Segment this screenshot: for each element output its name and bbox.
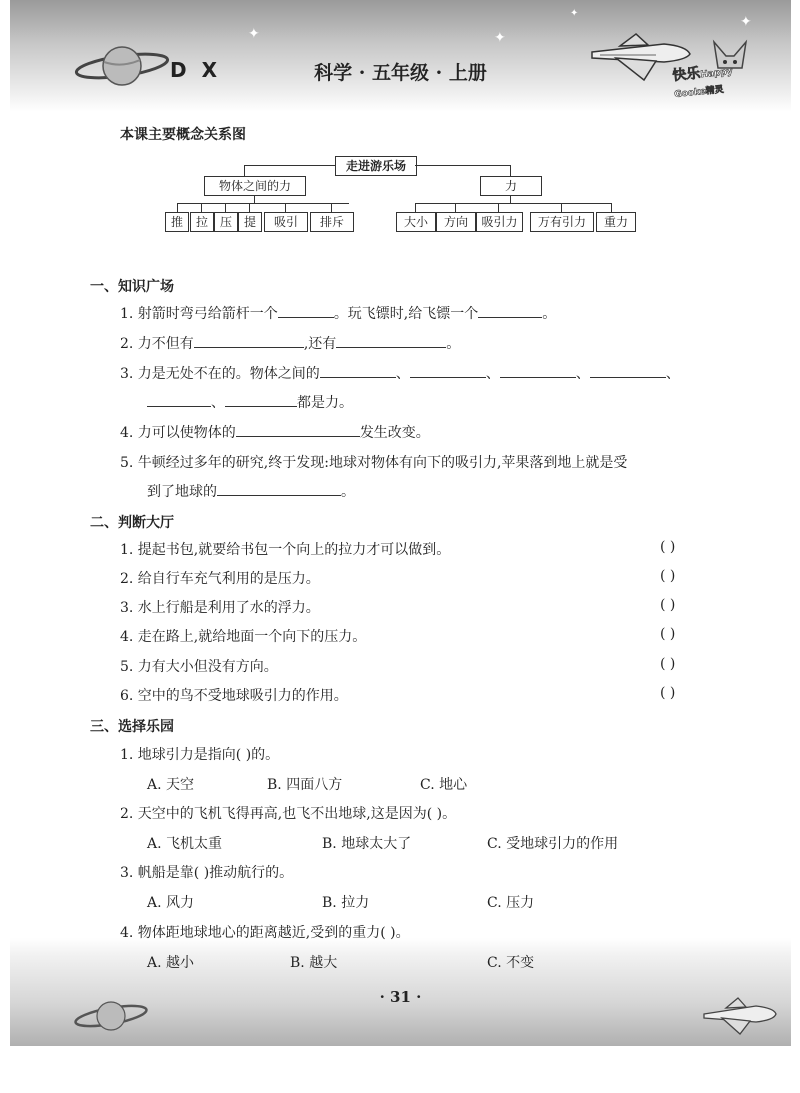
logo-main: 快乐 (671, 65, 702, 85)
judgment-answer-box[interactable]: ( ) (660, 597, 676, 613)
brand-logo (671, 59, 735, 101)
page-number: · 31 · (379, 988, 422, 1006)
concept-leaf: 拉 (190, 212, 214, 232)
answer-blank[interactable] (225, 392, 297, 407)
choice-option[interactable]: B. 地球太大了 (322, 836, 412, 852)
connector (285, 203, 286, 212)
separator: 、 (575, 366, 590, 382)
question-1-3-continued (147, 392, 353, 412)
space-shuttle-icon (700, 994, 780, 1038)
question-text: 5. 牛顿经过多年的研究,终于发现:地球对物体有向下的吸引力,苹果落到地上就是受 (120, 455, 628, 471)
judgment-answer-box[interactable]: ( ) (660, 685, 676, 701)
question-text: 。 (542, 306, 557, 322)
question-text: 到了地球的 (147, 484, 217, 500)
choice-question-4: 4. 物体距地球地心的距离越近,受到的重力( )。 (120, 925, 410, 941)
connector (177, 203, 178, 212)
question-text: 4. 力可以使物体的 (120, 425, 236, 441)
connector (177, 203, 349, 204)
question-1-5-continued (147, 481, 355, 501)
choice-option[interactable]: A. 越小 (147, 955, 195, 971)
judgment-item-3: 3. 水上行船是利用了水的浮力。 (120, 600, 320, 616)
judgment-answer-box[interactable]: ( ) (660, 626, 676, 642)
choice-option[interactable]: A. 天空 (147, 777, 195, 793)
choice-option[interactable]: A. 风力 (147, 895, 195, 911)
connector (455, 203, 456, 212)
connector (498, 203, 499, 212)
question-1-2 (120, 333, 460, 353)
question-1-3 (120, 363, 680, 383)
section-choice-title: 三、选择乐园 (90, 719, 174, 735)
question-text: 。玩飞镖时,给飞镖一个 (333, 306, 479, 322)
judgment-answer-box[interactable]: ( ) (660, 539, 676, 555)
choice-option[interactable]: B. 越大 (290, 955, 338, 971)
separator: 、 (395, 366, 410, 382)
choice-option[interactable]: C. 地心 (420, 777, 468, 793)
series-code: D X (170, 58, 221, 82)
answer-blank[interactable] (236, 422, 360, 437)
judgment-answer-box[interactable]: ( ) (660, 568, 676, 584)
concept-leaf: 重力 (596, 212, 636, 232)
question-1-4 (120, 422, 430, 442)
concept-leaf: 排斥 (310, 212, 354, 232)
concept-root: 走进游乐场 (335, 156, 417, 176)
page-title: 科学 · 五年级 · 上册 (314, 62, 487, 84)
question-text: 3. 力是无处不在的。物体之间的 (120, 366, 320, 382)
connector (249, 203, 250, 212)
question-text: ,还有 (303, 336, 337, 352)
judgment-item-1: 1. 提起书包,就要给书包一个向上的拉力才可以做到。 (120, 542, 451, 558)
sparkle-icon: ✦ (740, 14, 752, 30)
connector (415, 165, 510, 166)
concept-leaf: 提 (238, 212, 262, 232)
separator: 、 (665, 366, 680, 382)
connector (201, 203, 202, 212)
choice-option[interactable]: C. 不变 (487, 955, 535, 971)
connector (611, 203, 612, 212)
planet-icon (72, 994, 150, 1038)
answer-blank[interactable] (590, 363, 666, 378)
concept-leaf: 吸引力 (476, 212, 523, 232)
question-text: 。 (341, 484, 355, 500)
concept-leaf: 万有引力 (530, 212, 594, 232)
concept-leaf: 吸引 (264, 212, 308, 232)
choice-option[interactable]: B. 四面八方 (267, 777, 343, 793)
question-text: 2. 力不但有 (120, 336, 194, 352)
judgment-item-2: 2. 给自行车充气利用的是压力。 (120, 571, 320, 587)
answer-blank[interactable] (147, 392, 211, 407)
concept-leaf: 压 (214, 212, 238, 232)
question-1-1 (120, 303, 556, 323)
choice-option[interactable]: B. 拉力 (322, 895, 370, 911)
concept-leaf: 方向 (436, 212, 476, 232)
answer-blank[interactable] (500, 363, 576, 378)
connector (254, 195, 255, 203)
question-1-5 (120, 452, 627, 472)
connector (244, 165, 335, 166)
choice-option[interactable]: C. 压力 (487, 895, 535, 911)
sparkle-icon: ✦ (248, 26, 260, 42)
concept-map-title: 本课主要概念关系图 (120, 127, 246, 143)
question-text: 都是力。 (297, 395, 353, 411)
concept-leaf: 推 (165, 212, 189, 232)
connector (415, 203, 416, 212)
connector (225, 203, 226, 212)
question-text: 。 (446, 336, 461, 352)
separator: 、 (211, 395, 225, 411)
connector (561, 203, 562, 212)
sparkle-icon: ✦ (494, 30, 506, 46)
logo-sub: Gooke精灵 (673, 84, 725, 101)
concept-leaf: 大小 (396, 212, 436, 232)
connector (244, 165, 245, 176)
answer-blank[interactable] (478, 303, 542, 318)
answer-blank[interactable] (217, 481, 341, 496)
choice-question-3: 3. 帆船是靠( )推动航行的。 (120, 865, 294, 881)
concept-right-node: 力 (480, 176, 542, 196)
sparkle-icon: ✦ (570, 8, 579, 19)
answer-blank[interactable] (278, 303, 334, 318)
connector (415, 203, 611, 204)
concept-left-node: 物体之间的力 (204, 176, 306, 196)
section-judgment-title: 二、判断大厅 (90, 515, 174, 531)
answer-blank[interactable] (194, 333, 304, 348)
judgment-item-5: 5. 力有大小但没有方向。 (120, 659, 278, 675)
answer-blank[interactable] (320, 363, 396, 378)
answer-blank[interactable] (336, 333, 446, 348)
judgment-item-4: 4. 走在路上,就给地面一个向下的压力。 (120, 629, 367, 645)
separator: 、 (485, 366, 500, 382)
judgment-item-6: 6. 空中的鸟不受地球吸引力的作用。 (120, 688, 348, 704)
choice-question-1: 1. 地球引力是指向( )的。 (120, 747, 280, 763)
choice-question-2: 2. 天空中的飞机飞得再高,也飞不出地球,这是因为( )。 (120, 806, 457, 822)
section-knowledge-title: 一、知识广场 (90, 279, 174, 295)
workbook-page (10, 0, 791, 1046)
connector (510, 195, 511, 203)
judgment-answer-box[interactable]: ( ) (660, 656, 676, 672)
choice-option[interactable]: A. 飞机太重 (147, 836, 223, 852)
answer-blank[interactable] (410, 363, 486, 378)
question-text: 发生改变。 (359, 425, 430, 441)
connector (331, 203, 332, 212)
question-text: 1. 射箭时弯弓给箭杆一个 (120, 306, 278, 322)
connector (510, 165, 511, 176)
choice-option[interactable]: C. 受地球引力的作用 (487, 836, 619, 852)
logo-happy: Happy (699, 66, 734, 81)
